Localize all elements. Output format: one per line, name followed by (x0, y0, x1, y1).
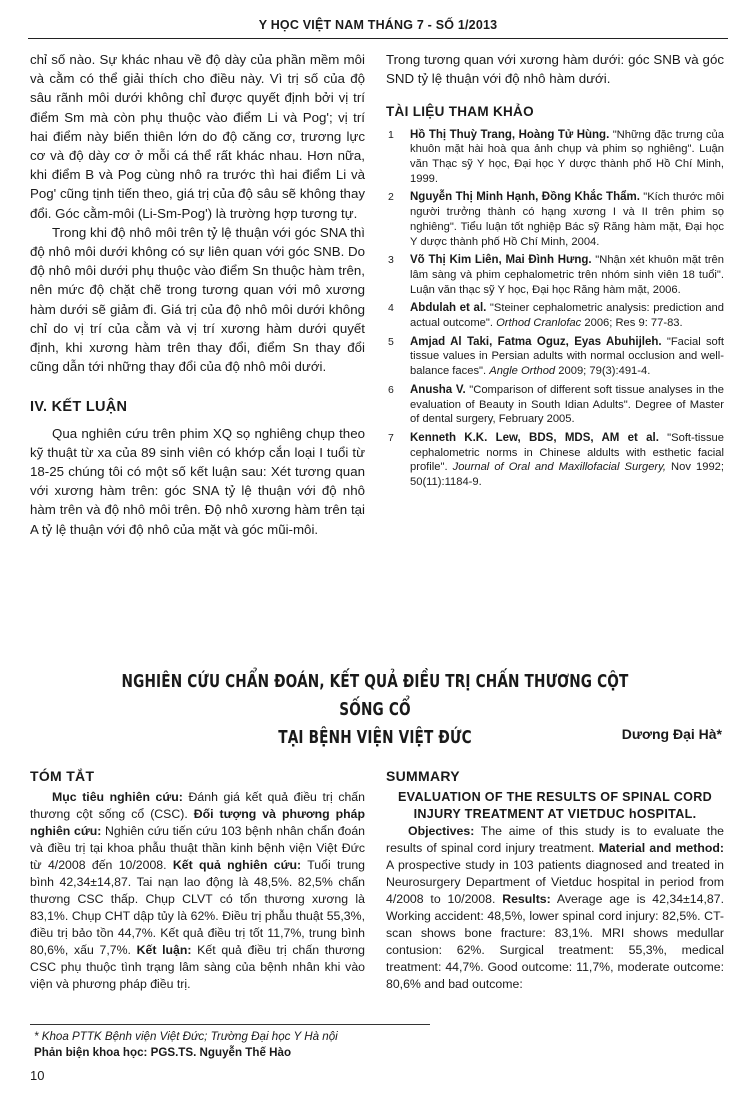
reference-text: "Soft-tissue cephalometric norms in Chinese aldults with esthetic facial profile". (410, 431, 724, 474)
footnote-divider (30, 1024, 430, 1025)
reference-authors: Abdulah et al. (410, 302, 487, 315)
abstract-label: Mục tiêu nghiên cứu: (52, 790, 183, 804)
reviewer-name: PGS.TS. Nguyễn Thế Hào (147, 1045, 292, 1059)
reference-number: 6 (388, 383, 394, 396)
reference-body (410, 190, 724, 249)
author-name: Dương Đại Hà* (621, 726, 722, 742)
abstract-heading: TÓM TẮT (30, 768, 95, 784)
reference-body (410, 301, 724, 330)
reference-number: 1 (388, 128, 394, 141)
reference-journal: Angle Orthod (489, 365, 556, 378)
author-affiliation: * Khoa PTTK Bệnh viện Việt Đức; Trường Đại học Y Hà nội (34, 1030, 338, 1043)
reference-item (386, 383, 724, 427)
left-column (30, 50, 365, 539)
reference-authors: Nguyễn Thị Minh Hạnh, Đồng Khắc Thẩm. (410, 191, 640, 204)
abstract-heading: SUMMARY (386, 768, 460, 784)
references-heading: TÀI LIỆU THAM KHẢO (386, 104, 534, 120)
reference-body (410, 431, 724, 490)
reference-body (410, 253, 724, 297)
reference-item (386, 335, 724, 379)
reference-tail: 2009; 79(3):491-4. (555, 365, 651, 378)
reference-text: "Steiner cephalometric analysis: prediction and actual outcome". (410, 302, 724, 330)
article-title (114, 668, 637, 752)
article-title-line: NGHIÊN CỨU CHẨN ĐOÁN, KẾT QUẢ ĐIỀU TRỊ CHẤN THƯƠNG CỘT SỐNG CỔ (121, 672, 629, 720)
abstract-label: Đối tượng và phương pháp nghiên cứu: (30, 807, 366, 838)
reference-body (410, 128, 724, 187)
body-paragraph: Trong khi độ nhô môi trên tỷ lệ thuận với góc SNA thì độ nhô môi dưới không có sự liên quan với góc SNB. Do độ nhô môi dưới phụ thuộc vào điểm Sn thuộc hàm trên, nên mức độ chặt chẽ trong tương quan với mô xương hàm dưới sẽ giảm đi. Giá trị của độ nhô môi dưới không chỉ do vị trí của cằm và vị trí xương hàm dưới quyết định, khi xương hàm trên thay đổi, điểm Sn thay đổi cũng dẫn tới những thay đổi của độ nhô môi dưới. (30, 224, 365, 375)
reference-authors: Anusha V. (410, 383, 466, 396)
abstract-text: Nghiên cứu tiến cứu 103 bệnh nhân chẩn đoán và điều trị tại khoa phẫu thuật thần kinh bệnh viện Việt Đức từ 4/2008 đến 10/2008. (30, 824, 365, 872)
reference-item (386, 190, 724, 249)
article-title-line: TẠI BỆNH VIỆN VIỆT ĐỨC (278, 728, 472, 748)
reference-item (386, 431, 724, 490)
abstract-label: Objectives: (408, 824, 475, 838)
abstract-text: Average age is 42,34±14,87. Working accident: 48,5%, lower spinal cord injury: 82,5%. CT-scan shows bone fracture: 83,1%. MRI shows medullar contusion: 62%. Surgical treatment: 55,3%, medical treatment: 44,7%. Good outcome: 11,7%, moderate outcome: 80,6% and bad outcome: (386, 892, 724, 991)
reference-item (386, 253, 724, 297)
reference-item (386, 128, 724, 187)
abstract-text: A prospective study in 103 patients diagnosed and treated in Neurosurgery Department of Vietduc hospital in period from 4/2008 to 10/2008. (386, 858, 724, 906)
reference-body (410, 383, 724, 427)
abstract-english-title: EVALUATION OF THE RESULTS OF SPINAL CORD INJURY TREATMENT AT VIETDUC hOSPITAL. (397, 790, 713, 821)
abstract-text: Đánh giá kết quả điều trị chấn thương cột sống cổ (CSC). (30, 790, 365, 821)
reference-list (386, 128, 724, 490)
reference-number: 7 (388, 431, 394, 444)
reviewer-label: Phản biện khoa học: (34, 1045, 148, 1059)
abstract-text: The aime of this study is to evaluate the results of spinal cord injury treatment. (386, 824, 724, 855)
reference-journal: Orthod Cranlofac (496, 317, 582, 330)
reference-authors: Amjad Al Taki, Fatma Oguz, Eyas Abuhijleh. (410, 335, 662, 348)
reference-number: 4 (388, 302, 394, 315)
abstract-label: Material and method: (598, 841, 724, 855)
reference-authors: Võ Thị Kim Liên, Mai Đình Hưng. (410, 254, 592, 267)
reference-tail: Nov 1992; 50(11):1184-9. (410, 461, 724, 489)
reference-tail: 2006; Res 9: 77-83. (581, 317, 683, 330)
reference-number: 2 (388, 191, 394, 204)
body-paragraph: Qua nghiên cứu trên phim XQ sọ nghiêng chụp theo kỹ thuật từ xa của 89 sinh viên có khớp cắn loại I tuổi từ 18-25 chúng tôi có một số kết luận sau: Xét tương quan với xương hàm trên: góc SNA tỷ lệ thuận với độ nhô hàm trên và độ nhô môi trên. Độ nhô xương hàm trên tại A tỷ lệ thuận với độ nhô của mặt và góc mũi-môi. (30, 425, 365, 537)
abstract-text: Kết quả điều trị chấn thương CSC phụ thuộc tình trạng lâm sàng của bệnh nhân khi vào viện và phương pháp điều trị. (30, 943, 365, 991)
right-column (386, 50, 724, 494)
abstract-vietnamese (30, 768, 365, 993)
footnote (34, 1029, 338, 1060)
running-header: Y HỌC VIỆT NAM THÁNG 7 - SỐ 1/2013 (28, 18, 728, 39)
body-paragraph: chỉ số nào. Sự khác nhau về độ dày của phần mềm môi và cằm có thể giải thích cho điều này. Vì trị số của độ sâu rãnh môi dưới không chỉ được quyết định bởi vị trí điểm Sm mà còn phụ thuộc vào điểm Li và Pog'; vị trí hai điểm này biến thiên lớn do độ căng cơ, trương lực cơ và độ dày cơ ở mỗi cá thể rất khác nhau. Hơn nữa, khi điểm B và Pog cùng nhô ra trước thì hai điểm Li và Pog' cũng tịnh tiến theo, giá trị của độ sâu sẽ không thay đổi. Góc cằm-môi (Li-Sm-Pog') là trường hợp tương tự. (30, 52, 365, 221)
body-paragraph: Trong tương quan với xương hàm dưới: góc SNB và góc SND tỷ lệ thuận với độ nhô hàm dưới. (386, 52, 724, 87)
reference-number: 3 (388, 254, 394, 267)
reference-journal: Journal of Oral and Maxillofacial Surgery, (452, 461, 667, 474)
abstract-label: Kết quả nghiên cứu: (172, 858, 302, 872)
abstract-label: Results: (502, 892, 551, 906)
reference-text: "Facial soft tissue values in Persian adults with normal occlusion and well-balance faces". (410, 335, 724, 378)
reference-text: "Kích thước môi người trưởng thành có hạng xương I và II trên phim sọ nghiêng". Tiểu luận tốt nghiệp Bác sỹ Răng hàm mặt, Đại học Y dược thành phố Hồ Chí Minh, 2004. (410, 191, 724, 248)
reference-text: "Comparison of different soft tissue analyses in the evaluation of Beauty in South Idian Adults". Degree of Master of dental surgery, February 2005. (410, 383, 724, 426)
reference-authors: Kenneth K.K. Lew, BDS, MDS, AM et al. (410, 431, 659, 444)
reference-text: "Nhận xét khuôn mặt trên lâm sàng và phim cephalometric trên nhóm sinh viên 18 tuổi". Luận văn thạc sỹ Y học, Đại học Răng hàm mặt, 2006. (410, 254, 724, 296)
section-heading-conclusion: IV. KẾT LUẬN (30, 399, 128, 416)
reference-authors: Hồ Thị Thuỳ Trang, Hoàng Tử Hùng. (410, 128, 610, 141)
abstract-text: Tuổi trung bình 42,34±14,87. Tai nạn lao động là 48,5%. 82,5% chấn thương CSC thấp. Chụp CLVT có tổn thương xương là 83,1%. Chụp CHT dập tủy là 62%. Điều trị phẫu thuật 55,3%, điều trị bảo tồn 44,7%. Kết quả điều trị tốt 11,7%, trung bình 80,6%, xấu 7,7%. (30, 858, 366, 957)
page-number: 10 (30, 1068, 45, 1083)
reference-number: 5 (388, 335, 394, 348)
reference-text: "Những đặc trưng của khuôn mặt hài hoà qua ảnh chụp và phim sọ nghiêng". Luận văn Thạc sỹ Y học, Đại học Y dược thành phố Hồ Chí Minh, 1999. (410, 128, 724, 185)
abstract-label: Kết luận: (136, 943, 192, 957)
reference-body (410, 335, 724, 379)
reference-item (386, 301, 724, 330)
abstract-english (386, 768, 724, 993)
